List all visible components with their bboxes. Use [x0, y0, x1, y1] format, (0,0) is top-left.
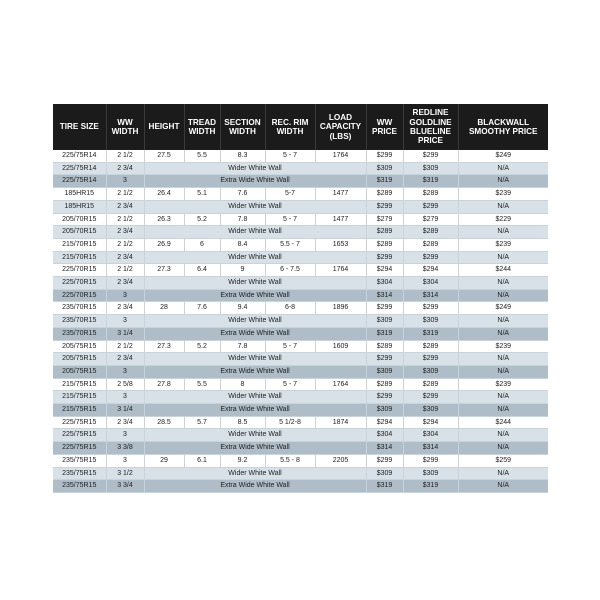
header-section-width: SECTION WIDTH	[220, 104, 265, 150]
cell-blackwall-price: $259	[458, 454, 548, 467]
cell-tire-size: 225/70R15	[53, 264, 106, 277]
cell-redline-price: $289	[403, 238, 458, 251]
table-row	[53, 188, 548, 201]
cell-redline-price: $299	[403, 353, 458, 366]
table-row	[53, 302, 548, 315]
cell-tire-size: 215/70R15	[53, 251, 106, 264]
table-row	[53, 454, 548, 467]
cell-tread-width: 5.5	[184, 150, 220, 162]
cell-wall-note: Wider White Wall	[144, 200, 366, 213]
cell-ww-width: 2 1/2	[106, 150, 144, 162]
table-row	[53, 327, 548, 340]
cell-ww-price: $319	[366, 327, 403, 340]
cell-tire-size: 225/75R14	[53, 162, 106, 175]
header-ww-width: WW WIDTH	[106, 104, 144, 150]
cell-ww-price: $289	[366, 340, 403, 353]
cell-load-capacity: 1609	[315, 340, 366, 353]
tire-spec-sheet	[53, 104, 548, 493]
cell-rim-width: 5 - 7	[265, 150, 315, 162]
cell-height: 29	[144, 454, 184, 467]
cell-height: 27.8	[144, 378, 184, 391]
table-row	[53, 353, 548, 366]
cell-blackwall-price: N/A	[458, 162, 548, 175]
cell-redline-price: $314	[403, 442, 458, 455]
cell-blackwall-price: $229	[458, 213, 548, 226]
cell-ww-width: 2 1/2	[106, 264, 144, 277]
cell-blackwall-price: N/A	[458, 391, 548, 404]
cell-redline-price: $309	[403, 365, 458, 378]
cell-load-capacity: 1764	[315, 264, 366, 277]
cell-load-capacity: 1764	[315, 378, 366, 391]
cell-ww-price: $299	[366, 251, 403, 264]
cell-height: 27.3	[144, 340, 184, 353]
cell-tire-size: 185HR15	[53, 188, 106, 201]
cell-redline-price: $309	[403, 315, 458, 328]
table-row	[53, 251, 548, 264]
cell-section-width: 7.8	[220, 213, 265, 226]
table-row	[53, 467, 548, 480]
cell-ww-width: 3	[106, 454, 144, 467]
cell-redline-price: $294	[403, 264, 458, 277]
cell-ww-width: 3 1/4	[106, 404, 144, 417]
table-row	[53, 277, 548, 290]
cell-section-width: 7.6	[220, 188, 265, 201]
cell-load-capacity: 1896	[315, 302, 366, 315]
cell-load-capacity: 1477	[315, 188, 366, 201]
cell-ww-price: $319	[366, 480, 403, 493]
cell-section-width: 8.3	[220, 150, 265, 162]
cell-section-width: 9	[220, 264, 265, 277]
cell-rim-width: 5 1/2-8	[265, 416, 315, 429]
cell-ww-width: 2 3/4	[106, 162, 144, 175]
cell-tire-size: 235/75R15	[53, 480, 106, 493]
cell-redline-price: $294	[403, 416, 458, 429]
cell-wall-note: Wider White Wall	[144, 226, 366, 239]
cell-blackwall-price: N/A	[458, 175, 548, 188]
cell-load-capacity: 1477	[315, 213, 366, 226]
cell-tire-size: 215/75R15	[53, 391, 106, 404]
tire-spec-table	[53, 104, 548, 493]
cell-ww-price: $299	[366, 391, 403, 404]
cell-tread-width: 7.6	[184, 302, 220, 315]
cell-redline-price: $299	[403, 454, 458, 467]
cell-load-capacity: 1764	[315, 150, 366, 162]
cell-blackwall-price: N/A	[458, 365, 548, 378]
table-row	[53, 315, 548, 328]
cell-tire-size: 225/70R15	[53, 289, 106, 302]
cell-tire-size: 235/75R15	[53, 467, 106, 480]
cell-ww-width: 3 1/2	[106, 467, 144, 480]
cell-blackwall-price: N/A	[458, 277, 548, 290]
table-body	[53, 150, 548, 492]
cell-redline-price: $289	[403, 188, 458, 201]
cell-ww-width: 2 3/4	[106, 200, 144, 213]
cell-wall-note: Wider White Wall	[144, 467, 366, 480]
cell-tire-size: 225/75R14	[53, 150, 106, 162]
cell-blackwall-price: N/A	[458, 315, 548, 328]
cell-ww-width: 2 3/4	[106, 277, 144, 290]
cell-height: 27.5	[144, 150, 184, 162]
cell-height: 28.5	[144, 416, 184, 429]
cell-blackwall-price: N/A	[458, 327, 548, 340]
cell-ww-price: $294	[366, 264, 403, 277]
cell-tread-width: 5.1	[184, 188, 220, 201]
cell-blackwall-price: N/A	[458, 467, 548, 480]
cell-height: 26.9	[144, 238, 184, 251]
cell-ww-price: $319	[366, 175, 403, 188]
cell-tire-size: 235/70R15	[53, 327, 106, 340]
cell-ww-price: $299	[366, 454, 403, 467]
cell-redline-price: $299	[403, 391, 458, 404]
cell-ww-width: 3	[106, 365, 144, 378]
cell-ww-price: $289	[366, 188, 403, 201]
table-row	[53, 340, 548, 353]
cell-redline-price: $314	[403, 289, 458, 302]
cell-wall-note: Extra Wide White Wall	[144, 442, 366, 455]
header-row	[53, 104, 548, 150]
cell-redline-price: $304	[403, 277, 458, 290]
cell-wall-note: Wider White Wall	[144, 353, 366, 366]
cell-redline-price: $304	[403, 429, 458, 442]
cell-ww-width: 2 1/2	[106, 340, 144, 353]
cell-redline-price: $319	[403, 327, 458, 340]
cell-tire-size: 185HR15	[53, 200, 106, 213]
header-tire-size: TIRE SIZE	[53, 104, 106, 150]
cell-ww-width: 2 3/4	[106, 302, 144, 315]
cell-tire-size: 235/75R15	[53, 454, 106, 467]
header-load-capacity: LOAD CAPACITY (LBS)	[315, 104, 366, 150]
table-row	[53, 378, 548, 391]
cell-blackwall-price: N/A	[458, 289, 548, 302]
cell-wall-note: Extra Wide White Wall	[144, 289, 366, 302]
cell-ww-width: 2 5/8	[106, 378, 144, 391]
cell-blackwall-price: N/A	[458, 480, 548, 493]
cell-tire-size: 215/75R15	[53, 378, 106, 391]
cell-ww-price: $304	[366, 277, 403, 290]
cell-ww-width: 3 3/4	[106, 480, 144, 493]
cell-wall-note: Extra Wide White Wall	[144, 365, 366, 378]
cell-wall-note: Extra Wide White Wall	[144, 480, 366, 493]
cell-blackwall-price: $244	[458, 264, 548, 277]
cell-ww-price: $314	[366, 289, 403, 302]
cell-ww-width: 3 3/8	[106, 442, 144, 455]
cell-rim-width: 6 - 7.5	[265, 264, 315, 277]
cell-blackwall-price: $239	[458, 238, 548, 251]
cell-rim-width: 5 - 7	[265, 378, 315, 391]
cell-height: 26.3	[144, 213, 184, 226]
table-row	[53, 200, 548, 213]
cell-ww-price: $289	[366, 378, 403, 391]
cell-ww-price: $294	[366, 416, 403, 429]
cell-tire-size: 215/70R15	[53, 238, 106, 251]
table-row	[53, 429, 548, 442]
cell-wall-note: Extra Wide White Wall	[144, 327, 366, 340]
cell-tread-width: 6.1	[184, 454, 220, 467]
cell-blackwall-price: N/A	[458, 226, 548, 239]
cell-load-capacity: 1874	[315, 416, 366, 429]
cell-ww-price: $309	[366, 404, 403, 417]
cell-ww-width: 3	[106, 289, 144, 302]
cell-blackwall-price: $239	[458, 340, 548, 353]
cell-ww-price: $299	[366, 200, 403, 213]
cell-ww-price: $309	[366, 365, 403, 378]
cell-blackwall-price: N/A	[458, 404, 548, 417]
header-rec-rim-width: REC. RIM WIDTH	[265, 104, 315, 150]
cell-rim-width: 5 - 7	[265, 340, 315, 353]
header-ww-price: WW PRICE	[366, 104, 403, 150]
cell-ww-width: 3	[106, 175, 144, 188]
cell-redline-price: $319	[403, 175, 458, 188]
cell-tire-size: 205/75R15	[53, 353, 106, 366]
cell-ww-price: $299	[366, 353, 403, 366]
cell-section-width: 8.4	[220, 238, 265, 251]
table-row	[53, 238, 548, 251]
table-row	[53, 365, 548, 378]
cell-tire-size: 225/70R15	[53, 277, 106, 290]
cell-blackwall-price: N/A	[458, 251, 548, 264]
table-row	[53, 226, 548, 239]
cell-wall-note: Extra Wide White Wall	[144, 175, 366, 188]
cell-tire-size: 225/75R14	[53, 175, 106, 188]
cell-ww-width: 2 3/4	[106, 251, 144, 264]
cell-section-width: 7.8	[220, 340, 265, 353]
cell-blackwall-price: $249	[458, 302, 548, 315]
cell-load-capacity: 2205	[315, 454, 366, 467]
header-height: HEIGHT	[144, 104, 184, 150]
table-row	[53, 213, 548, 226]
cell-tread-width: 6	[184, 238, 220, 251]
cell-height: 26.4	[144, 188, 184, 201]
cell-tire-size: 215/75R15	[53, 404, 106, 417]
cell-tire-size: 235/70R15	[53, 315, 106, 328]
cell-redline-price: $309	[403, 404, 458, 417]
cell-ww-price: $309	[366, 467, 403, 480]
cell-tread-width: 5.2	[184, 213, 220, 226]
cell-section-width: 8	[220, 378, 265, 391]
cell-blackwall-price: N/A	[458, 353, 548, 366]
cell-tire-size: 205/70R15	[53, 213, 106, 226]
cell-ww-width: 2 3/4	[106, 353, 144, 366]
cell-section-width: 9.4	[220, 302, 265, 315]
cell-ww-width: 3	[106, 429, 144, 442]
cell-redline-price: $319	[403, 480, 458, 493]
cell-ww-price: $304	[366, 429, 403, 442]
table-row	[53, 150, 548, 162]
cell-wall-note: Wider White Wall	[144, 315, 366, 328]
cell-wall-note: Wider White Wall	[144, 162, 366, 175]
cell-height: 27.3	[144, 264, 184, 277]
cell-rim-width: 5-7	[265, 188, 315, 201]
cell-redline-price: $299	[403, 150, 458, 162]
cell-rim-width: 5.5 - 8	[265, 454, 315, 467]
cell-blackwall-price: N/A	[458, 429, 548, 442]
table-row	[53, 289, 548, 302]
cell-blackwall-price: N/A	[458, 200, 548, 213]
cell-redline-price: $309	[403, 467, 458, 480]
cell-redline-price: $299	[403, 302, 458, 315]
cell-redline-price: $289	[403, 378, 458, 391]
cell-ww-width: 2 3/4	[106, 416, 144, 429]
table-row	[53, 442, 548, 455]
cell-ww-width: 3 1/4	[106, 327, 144, 340]
cell-wall-note: Wider White Wall	[144, 251, 366, 264]
cell-wall-note: Extra Wide White Wall	[144, 404, 366, 417]
cell-rim-width: 6-8	[265, 302, 315, 315]
cell-tread-width: 6.4	[184, 264, 220, 277]
table-row	[53, 391, 548, 404]
cell-ww-price: $309	[366, 315, 403, 328]
cell-redline-price: $299	[403, 200, 458, 213]
cell-blackwall-price: N/A	[458, 442, 548, 455]
cell-ww-price: $279	[366, 213, 403, 226]
cell-section-width: 8.5	[220, 416, 265, 429]
cell-section-width: 9.2	[220, 454, 265, 467]
cell-ww-price: $299	[366, 150, 403, 162]
cell-ww-width: 2 1/2	[106, 213, 144, 226]
table-row	[53, 480, 548, 493]
header-blackwall-price: BLACKWALL SMOOTHY PRICE	[458, 104, 548, 150]
cell-load-capacity: 1653	[315, 238, 366, 251]
header-redline-price: REDLINE GOLDLINE BLUELINE PRICE	[403, 104, 458, 150]
cell-ww-width: 3	[106, 315, 144, 328]
cell-wall-note: Wider White Wall	[144, 429, 366, 442]
cell-redline-price: $279	[403, 213, 458, 226]
cell-rim-width: 5 - 7	[265, 213, 315, 226]
cell-redline-price: $289	[403, 226, 458, 239]
cell-ww-width: 3	[106, 391, 144, 404]
cell-tire-size: 225/75R15	[53, 416, 106, 429]
cell-ww-price: $299	[366, 302, 403, 315]
cell-tire-size: 205/75R15	[53, 340, 106, 353]
cell-rim-width: 5.5 - 7	[265, 238, 315, 251]
cell-blackwall-price: $239	[458, 378, 548, 391]
cell-tire-size: 205/75R15	[53, 365, 106, 378]
cell-tire-size: 225/75R15	[53, 442, 106, 455]
cell-blackwall-price: $244	[458, 416, 548, 429]
cell-blackwall-price: $239	[458, 188, 548, 201]
cell-redline-price: $299	[403, 251, 458, 264]
cell-tire-size: 225/75R15	[53, 429, 106, 442]
cell-tire-size: 205/70R15	[53, 226, 106, 239]
cell-ww-price: $289	[366, 226, 403, 239]
table-row	[53, 175, 548, 188]
cell-redline-price: $289	[403, 340, 458, 353]
table-row	[53, 162, 548, 175]
cell-ww-price: $314	[366, 442, 403, 455]
header-tread-width: TREAD WIDTH	[184, 104, 220, 150]
cell-tread-width: 5.2	[184, 340, 220, 353]
cell-wall-note: Wider White Wall	[144, 277, 366, 290]
table-row	[53, 264, 548, 277]
cell-blackwall-price: $249	[458, 150, 548, 162]
cell-ww-width: 2 1/2	[106, 188, 144, 201]
cell-wall-note: Wider White Wall	[144, 391, 366, 404]
cell-redline-price: $309	[403, 162, 458, 175]
cell-height: 28	[144, 302, 184, 315]
cell-ww-price: $309	[366, 162, 403, 175]
cell-tread-width: 5.5	[184, 378, 220, 391]
cell-ww-width: 2 3/4	[106, 226, 144, 239]
table-row	[53, 404, 548, 417]
cell-tread-width: 5.7	[184, 416, 220, 429]
cell-ww-width: 2 1/2	[106, 238, 144, 251]
cell-tire-size: 235/70R15	[53, 302, 106, 315]
table-row	[53, 416, 548, 429]
cell-ww-price: $289	[366, 238, 403, 251]
